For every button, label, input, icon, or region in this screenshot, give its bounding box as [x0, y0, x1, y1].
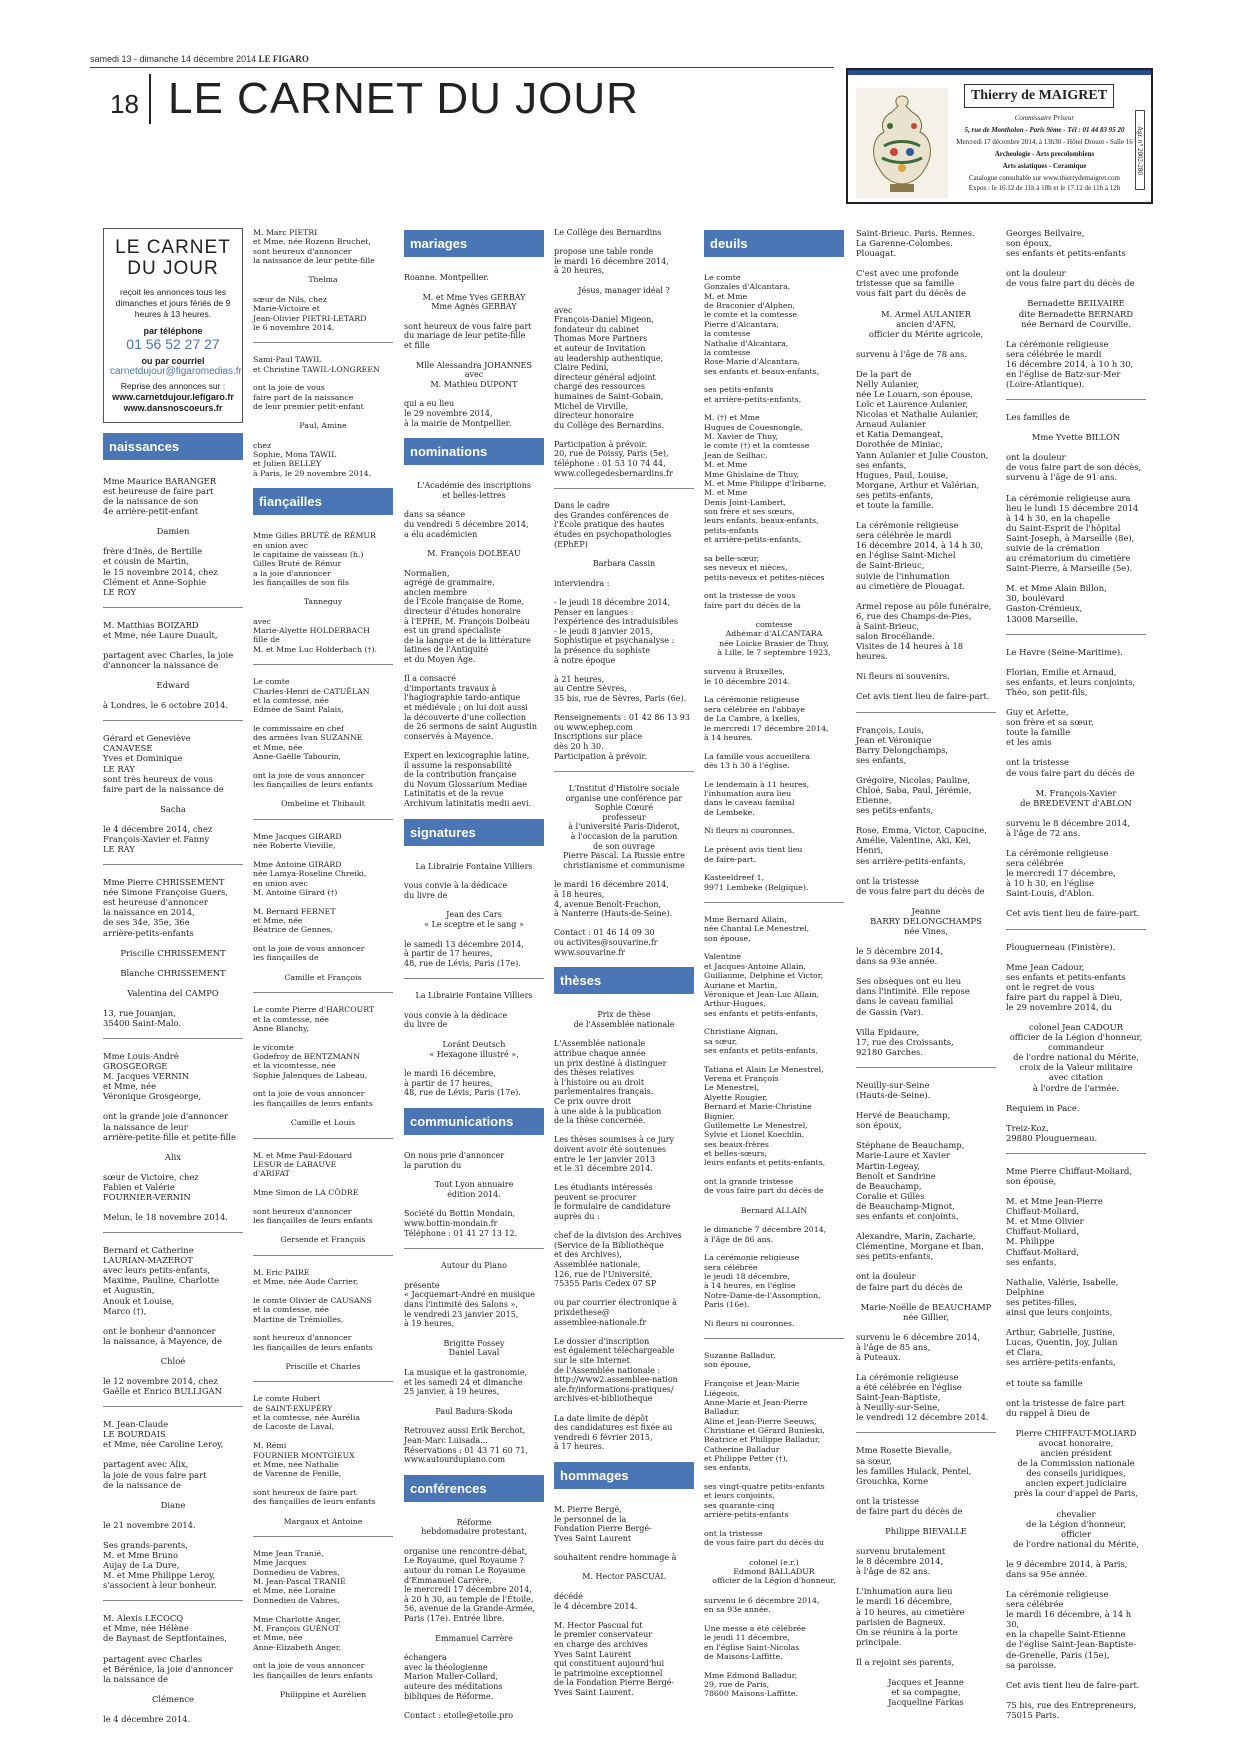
- notice-text: Mme Jean Tranié, Mme Jacques Donnedieu de Vabres, M. Jean-Pascal TRANIÉ et Mme, née Loraine Donnedieu de Vabres, Mme Charlotte Anger, M. François GUÉNOT et Mme, née Anne-Elizabeth Anger, ont la joie de vous annoncer les fiançailles de leurs enfants: [253, 1549, 373, 1680]
- notice-text: avec Marie-Alyette HOLDERBACH fille de M. et Mme Luc Holderbach (†).: [253, 616, 377, 654]
- notice-name: Clémence: [152, 1693, 194, 1704]
- notice-name: Chloé: [160, 1355, 186, 1366]
- notice-divider: [103, 1600, 243, 1601]
- notice-name: Barbara Cassin: [592, 559, 656, 569]
- notice-text: le 12 novembre 2014, chez Gaëlle et Enrico BULLIGAN: [103, 1376, 222, 1397]
- notice-divider: [554, 771, 694, 772]
- column-5: [704, 228, 844, 1709]
- promo-web-label: Reprise des annonces sur :: [120, 381, 226, 391]
- notice-name: Jésus, manager idéal ?: [578, 285, 670, 295]
- notice-text: vous convie à la dédicace du livre de: [404, 881, 508, 900]
- notice-divider: [253, 819, 393, 820]
- notice-text: Roanne. Montpellier.: [404, 273, 489, 282]
- ad-line-7: Expos : le 16.12 de 11h à 18h et le 17.12 de 11h à 12h: [968, 184, 1121, 192]
- notice-text: Mme Rosette Bievalle, sa sœur, les familles Hulack, Pentel, Grouchka, Korne ont la tristesse de faire part du décès de: [856, 1445, 972, 1516]
- notice-text: survenu le 8 décembre 2014, à l'âge de 72 ans. La cérémonie religieuse sera célébrée le mercredi 17 décembre, à 10 h 30, en l'église Saint-Louis, d'Ablon. Cet avis tient lieu de faire-part.: [1006, 817, 1140, 919]
- notice-name: Bernadette BEILVAIRE dite Bernadette BERNARD née Bernard de Courville.: [1018, 298, 1134, 329]
- notice-text: Suzanne Balladur, son épouse, Françoise et Jean-Marie Liégeois, Anne-Marie et Jean-Pierre Balladur, Aline et Jean-Pierre Seeuws, Christiane et Gérard Bunieski, Béatrice et Philippe Balladur, Catherine Balladur et Philippe Petter (†), ses enfants, ses vingt-quatre petits-enfants et leurs conjoints, ses quarante-cinq arrière-petits-enfants ont la tristesse de vous faire part du décès du: [704, 1351, 825, 1548]
- notice-name: Paul Badura-Skoda: [435, 1406, 513, 1416]
- notice-name: Pierre CHIFFAUT-MOLIARD avocat honoraire, ancien président de la Commission nationale des conseils juridiques, ancien expert judiciaire près la cour d'appel de Paris, chevalier de la Légion d'honneur, officier de l'ordre national du Mérite,: [1013, 1427, 1139, 1549]
- notice-name: comtesse Adhémar d'ALCANTARA née Loicke Brasier de Thuy, à Lille, le 7 septembre 1923,: [717, 619, 831, 658]
- notice-text: Neuilly-sur-Seine (Hauts-de-Seine). Hervé de Beauchamp, son époux, Stéphane de Beauchamp, Marie-Laure et Xavier Martin-Legeay, Benoît et Sandrine de Beauchamp, Coralie et Gilles de Beauchamp-Mignot, ses enfants et conjoints, Alexandre, Marin, Zacharie, Clémentine, Morgane et Iban, ses petits-enfants, ont la douleur de faire part du décès de: [856, 1079, 984, 1292]
- ad-line-5: Arts asiatiques - Ceramique: [1002, 162, 1087, 170]
- notice-text: Dans le cadre des Grandes conférences de l'École pratique des hautes études en psychopathologies (EPhEP): [554, 501, 672, 549]
- promo-email-link[interactable]: carnetdujour@figaromedias.fr: [110, 366, 242, 377]
- column-4: [554, 228, 694, 1708]
- notice-divider: [1006, 929, 1146, 930]
- vase-illustration: [854, 86, 950, 200]
- column-6: [856, 228, 996, 1717]
- notice-name: Autour du Piano: [441, 1261, 507, 1271]
- notice-name: Diane: [160, 1499, 186, 1510]
- notice-text: Le comte Gonzales d'Alcantara, M. et Mme de Braconier d'Alphen, le comte et la comtesse Pierre d'Alcantara, la comtesse Nathalie d'Alcantara, la comtesse Rose-Marie d'Alcantara, ses enfants et beaux-enfants, ses petits-enfants et arrière-petits-enfants, M. (†) et Mme Hugues de Couesnongle, M. Xavier de Thuy, le comte (†) et la comtesse Jean de Seilhac, M. et Mme Mme Ghislaine de Thuy, M. et Mme Philippe d'Iribarne, M. et Mme Denis Joint-Lambert, son frère et ses sœurs, leurs enfants, beaux-enfants, petits-enfants et arrière-petits-enfants, sa belle-sœur, ses neveux et nièces, petits-neveux et petites-nièces ont la tristesse de vous faire part du décès de la: [704, 273, 827, 610]
- notice-name: Camille et François: [284, 972, 362, 982]
- notice-divider: [103, 607, 243, 608]
- notice-name: Camille et Louis: [290, 1118, 356, 1128]
- notice-text: le 9 décembre 2014, à Paris, dans sa 95e année. La cérémonie religieuse sera célébrée le mardi 16 décembre, à 14 h 30, en la chapelle Saint-Etienne de l'église Saint-Jean-Baptiste- de-Grenelle, Paris (15e), sa paroisse. Cet avis tient lieu de faire-part. 75 bis, rue des Entrepreneurs, 75015 Paris.: [1006, 1558, 1140, 1720]
- notice-text: qui a eu lieu le 29 novembre 2014, à la mairie de Montpellier.: [404, 399, 512, 428]
- notice-text: Mme Bernard Allain, née Chantal Le Menestrel, son épouse, Valentine et Jacques-Antoine Allain, Guillaume, Delphine et Victor, Auriane et Martin, Véronique et Jean-Luc Allain, Arthur-Hugues, ses enfants et petits-enfants, Christiane Aignan, sa sœur, ses enfants et petits-enfants, Tatiana et Alain Le Menestrel, Verena et François Le Menestrel, Alyette Rougier, Bernard et Marie-Christine Bignier, Guillemette Le Menestrel, Sylvie et Lionel Koechlin, ses beaux-frères et belles-sœurs, leurs enfants et petits-enfants, ont la grande tristesse de vous faire part du décès de: [704, 915, 826, 1196]
- notice-text: Mme Maurice BARANGER est heureuse de faire part de la naissance de son 4e arrière-petit-enfant: [103, 476, 217, 517]
- notice-text: dans sa séance du vendredi 5 décembre 2014, a élu académicien: [404, 510, 529, 539]
- notice-divider: [253, 1255, 393, 1256]
- notice-text: M. Jean-Claude LE BOURDAIS et Mme, née Caroline Leroy, partagent avec Alix, la joie de vous faire part de la naissance de: [103, 1419, 224, 1490]
- notice-text: 13, rue Jouanjan, 35400 Saint-Malo.: [103, 1007, 182, 1028]
- notice-text: sœur de Nils, chez Marie-Victoire et Jean-Olivier PIETRI-LETARD le 6 novembre 2014.: [253, 294, 367, 332]
- title-divider: [149, 74, 151, 124]
- notice-name: Tout Lyon annuaire édition 2014.: [434, 1180, 514, 1199]
- notice-name: Marie-Noëlle de BEAUCHAMP née Gillier,: [860, 1301, 992, 1322]
- notice-text: Mme Gilles BRUTÉ de RÉMUR en union avec le capitaine de vaisseau (h.) Gilles Bruté de Rémur a la joie d'annoncer les fiançailles de son fils: [253, 531, 376, 587]
- notice-name: colonel (e.r.) Edmond BALLADUR officier de la Légion d'honneur,: [712, 1557, 836, 1586]
- notice-text: On nous prie d'annoncer la parution du: [404, 1151, 505, 1170]
- notice-divider: [856, 712, 996, 713]
- notice-name: Loránt Deutsch « Hexagone illustré »,: [429, 1040, 519, 1059]
- notice-divider: [253, 1138, 393, 1139]
- notice-name: Damien: [156, 526, 190, 537]
- notice-text: Le Havre (Seine-Maritime). Florian, Emilie et Arnaud, ses enfants, et leurs conjoints, Théo, son petit-fils, Guy et Arlette, son frère et sa sœur, toute la famille et les amis ont la tristesse de vous faire part du décès de: [1006, 646, 1136, 778]
- notice-name: Jeanne BARRY DELONGCHAMPS née Vines,: [870, 905, 982, 936]
- notice-name: Valentina del CAMPO: [127, 987, 219, 998]
- notice-divider: [103, 1038, 243, 1039]
- notice-text: le samedi 13 décembre 2014, à partir de 17 heures, 48, rue de Lévis, Paris (17e).: [404, 939, 524, 968]
- notice-text: Saint-Brieuc. Paris. Rennes. La Garenne-Colombes. Plouagat. C'est avec une profonde tristesse que sa famille vous fait part du décès de: [856, 228, 975, 299]
- notice-text: survenu à Bruxelles, le 10 décembre 2014. La cérémonie religieuse sera célébrée en l'abbaye de La Cambre, à Ixelles, le mercredi 17 décembre 2014, à 14 heures. La famille vous accueillera dès 13 h 30 à l'église. Le lendemain à 11 heures, l'inhumation aura lieu dans le caveau familial de Lembeke. Ni fleurs ni couronnes. Le présent avis tient lieu de faire-part. Kasteeldreef 1, 9971 Lembeke (Belgique).: [704, 667, 829, 892]
- notice-divider: [103, 720, 243, 721]
- notice-text: Société du Bottin Mondain, www.bottin-mondain.fr Téléphone : 01 41 27 13 12.: [404, 1209, 518, 1238]
- section-header: nominations: [404, 438, 544, 465]
- notice-name: Jean des Cars « Le sceptre et le sang »: [424, 910, 524, 929]
- section-header: naissances: [103, 433, 243, 460]
- header-date: samedi 13 - dimanche 14 décembre 2014 LE FIGARO: [90, 54, 309, 64]
- notice-text: survenu le 6 décembre 2014, à l'âge de 85 ans, à Puteaux. La cérémonie religieuse a été célébrée en l'église Saint-Jean-Baptiste, à Neuilly-sur-Seine, le vendredi 12 décembre 2014.: [856, 1331, 989, 1423]
- notice-name: Gersende et François: [280, 1235, 366, 1245]
- section-header: conférences: [404, 1475, 544, 1502]
- section-header: signatures: [404, 819, 544, 846]
- notice-name: Priscille CHRISSEMENT: [120, 947, 226, 958]
- notice-name: M. François-Xavier de BREDEVENT d'ABLON: [1020, 787, 1132, 808]
- notice-name: colonel Jean CADOUR officier de la Légion d'honneur, commandeur de l'ordre national du Mérite, croix de la Valeur militaire avec citation à l'ordre de l'armée.: [1009, 1022, 1143, 1093]
- notice-name: Priscille et Charles: [285, 1361, 361, 1371]
- notice-name: Philippe BIEVALLE: [885, 1525, 967, 1536]
- column-7: [1006, 228, 1146, 1730]
- promo-title: LE CARNET DU JOUR: [115, 237, 231, 279]
- notice-text: Le Collège des Bernardins propose une table ronde le mardi 16 décembre 2014, à 20 heures,: [554, 228, 669, 276]
- notice-text: décédé le 4 décembre 2014. M. Hector Pascual fut le premier conservateur en charge des archives Yves Saint Laurent qui constituent aujourd'hui le patrimoine exceptionnel de la Fondation Pierre Bergé- Yves Saint Laurent.: [554, 1592, 675, 1697]
- column-1: [103, 228, 243, 1734]
- auctioneer-name: Thierry de MAIGRET: [964, 84, 1114, 108]
- ad-line-4: Archeologie - Arts precolombiens: [994, 150, 1095, 158]
- notice-name: Margaux et Antoine: [283, 1516, 363, 1526]
- notice-name: Jacques et Jeanne et sa compagne, Jacqueline Farkas: [888, 1677, 964, 1708]
- section-header: mariages: [404, 230, 544, 257]
- ad-band: [848, 70, 1151, 75]
- notice-name: Mme Yvette BILLON: [1031, 432, 1121, 443]
- notice-text: La musique et la gastronomie, et les samedi 24 et dimanche 25 janvier, à 19 heures,: [404, 1367, 528, 1397]
- notice-text: avec François-Daniel Migeon, fondateur du cabinet Thomas More Partners et auteur de Invitation au leadership authentique, Claire Pedini, directeur général adjoint chargé des ressources humaines de Saint-Gobain, Michel de Virville, directeur honoraire du Collège des Bernardins. Participation à prévoir. 20, rue de Poissy, Paris (5e), téléphone : 01 53 10 74 44, www.collegedesbernardins.fr: [554, 305, 673, 478]
- notice-name: La Librairie Fontaine Villiers: [415, 991, 533, 1001]
- notice-text: le mardi 16 décembre, à partir de 17 heures, 48, rue de Lévis, Paris (17e).: [404, 1069, 521, 1098]
- notice-name: Sacha: [160, 803, 186, 814]
- notice-text: M. Marc PIETRI et Mme, née Rozenn Bruchet, sont heureux d'annoncer la naissance de leur petite-fille: [253, 228, 375, 266]
- notice-text: Bernard et Catherine LAURIAN-MAZEROT avec leurs petits-enfants, Maxime, Pauline, Charlotte et Augustin, Anouk et Louise, Marco (†), ont le bonheur d'annoncer la naissance, à Mayence, de: [103, 1245, 222, 1346]
- notice-text: sont heureux de vous faire part du mariage de leur petite-fille et fille: [404, 321, 532, 350]
- notice-text: ont la douleur de vous faire part de son décès, survenu à l'âge de 91 ans. La cérémonie religieuse aura lieu le lundi 15 décembre 2014 à 14 h 30, en la chapelle du Saint-Esprit de l'hôpital Saint-Joseph, à Marseille (8e), suivie de la crémation au crématorium du cimetière Saint-Pierre, à Marseille (5e). M. et Mme Alain Billon, 30, boulevard Gaston-Crémieux, 13008 Marseille.: [1006, 452, 1142, 624]
- notice-divider: [856, 1432, 996, 1433]
- notice-text: La cérémonie religieuse sera célébrée le mardi 16 décembre 2014, à 10 h 30, en l'église de Batz-sur-Mer (Loire-Atlantique).: [1006, 338, 1134, 390]
- notice-text: Retrouvez aussi Erik Berchot, Jean-Marc Luisada... Réservations : 01 43 71 60 71, www.autourdupiano.com: [404, 1426, 528, 1465]
- notice-name: M. Hector PASCUAL: [582, 1572, 666, 1582]
- notice-text: M. Pierre Bergé, le personnel de la Fondation Pierre Bergé- Yves Saint Laurent souhaitent rendre hommage à: [554, 1504, 677, 1562]
- notice-text: Mme Jacques GIRARD née Roberte Vieville, Mme Antoine GIRARD née Lamya-Roseline Chreiki, en union avec M. Antoine Girard (†) M. Bernard FERNET et Mme, née Béatrice de Gennes, ont la joie de vous annoncer les fiançailles de: [253, 831, 367, 963]
- section-header: hommages: [554, 1462, 694, 1489]
- notice-name: Mlle Alessandra JOHANNES avec M. Mathieu DUPONT: [416, 360, 532, 389]
- promo-mail-label: ou par courriel: [141, 356, 205, 366]
- notice-text: M. Matthias BOIZARD et Mme, née Laure Duault, partagent avec Charles, la joie d'annoncer la naissance de: [103, 619, 234, 671]
- section-header: fiançailles: [253, 488, 393, 515]
- notice-text: Le comte Charles-Henri de CATUËLAN et la comtesse, née Edmée de Saint Palais, le commissaire en chef des armées Ivan SUZANNE et Mme, née Anne-Gaëlle Tabourin, ont la joie de vous annoncer les fiançailles de leurs enfants: [253, 677, 373, 790]
- notice-text: M. Eric PAIRE et Mme, née Aude Carrier, le comte Olivier de CAUSANS et la comtesse, née Martine de Trémiolles, sont heureux d'annoncer les fiançailles de leurs enfants: [253, 1267, 373, 1352]
- notice-text: Sami-Paul TAWIL et Christine TAWIL-LONGREEN ont la joie de vous faire part de la naissance de leur premier petit-enfant: [253, 355, 380, 412]
- notice-text: M. Alexis LECOCQ et Mme, née Hélène de Baynast de Septfontaines, partagent avec Charles et Bérénice, la joie d'annoncer la naissance de: [103, 1613, 233, 1684]
- notice-divider: [856, 1067, 996, 1068]
- notice-name: L'Académie des inscriptions et belles-lettres: [417, 481, 531, 500]
- notice-text: Requiem in Pace. Treiz-Koz, 29880 Plouguerneau.: [1006, 1102, 1098, 1143]
- notice-text: survenu le 6 décembre 2014, en sa 93e année. Une messe a été célébrée le jeudi 11 décembre, en l'église Saint-Nicolas de Maisons-Laffitte. Mme Edmond Balladur, 29, rue de Paris, 78600 Maisons-Laffitte.: [704, 1595, 820, 1699]
- notice-name: Brigitte Fossey Daniel Laval: [443, 1338, 505, 1358]
- notice-text: organise une rencontre-débat, Le Royaume, quel Royaume ? autour du roman Le Royaume d'Emmanuel Carrère, le mercredi 17 décembre 2014, à 20 h 30, au temple de l'Étoile, 56, avenue de la Grande-Armée, Paris (17e). Entrée libre.: [404, 1546, 536, 1624]
- header-rule: [90, 67, 834, 68]
- column-2: [253, 228, 393, 1709]
- carnet-promo-box: [103, 228, 243, 423]
- notice-name: Edward: [156, 680, 190, 691]
- section-header: communications: [404, 1108, 544, 1135]
- notice-text: Normalien, agrégé de grammaire, ancien membre de l'École française de Rome, directeur d'études honoraire à l'EPHE, M. François Dolbeau est un grand spécialiste de la langue et de la littérature latines de l'Antiquité et du Moyen Âge. Il a consacré d'importants travaux à l'hagiographie tardo-antique et médiévale ; on lui doit aussi la découverte d'une collection de 26 sermons de saint Augustin conservés à Mayence. Expert en lexicographie latine, il assume la responsabilité de la contribution française du Novum Glossarium Mediae Latinitatis et de la revue Archivum latinitatis medii aevi.: [404, 568, 537, 808]
- notice-divider: [554, 488, 694, 489]
- notice-divider: [1006, 634, 1146, 635]
- notice-text: vous convie à la dédicace du livre de: [404, 1010, 508, 1030]
- promo-phone-label: par téléphone: [143, 326, 203, 336]
- notice-text: M. et Mme Paul-Edouard LESUR de LABAUVE d'ARIFAT Mme Simon de LA CÔDRE sont heureux d'annoncer les fiançailles de leurs enfants: [253, 1150, 373, 1226]
- ad-agreement: Agr. n° 2002-280: [1135, 110, 1145, 190]
- notice-text: le 5 décembre 2014, dans sa 93e année. Ses obsèques ont eu lieu dans l'intimité. Elle repose dans le caveau familial de Gassin (Var). Villa Epidaure, 17, rue des Croissants, 92180 Garches.: [856, 946, 970, 1057]
- promo-description: reçoit les annonces tous les dimanches et jours fériés de 9 heures à 13 heures.: [115, 287, 231, 319]
- notice-divider: [253, 342, 393, 343]
- notice-text: le dimanche 7 décembre 2014, à l'âge de 86 ans. La cérémonie religieuse sera célébrée le jeudi 18 décembre, à 14 heures, en l'église Notre-Dame-de-l'Assomption, Paris (16e). Ni fleurs ni couronnes.: [704, 1225, 827, 1328]
- notice-divider: [404, 978, 544, 979]
- notice-name: L'Institut d'Histoire sociale organise une conférence par Sophie Cœuré professeur à l'université Paris-Diderot, à l'occasion de la parution de son ouvrage Pierre Pascal. La Russie entre christianisme et communisme: [563, 784, 685, 870]
- notice-text: à Londres, le 6 octobre 2014.: [103, 700, 228, 711]
- notice-text: échangera avec la théologienne Marion Muller-Collard, auteure des méditations bibliques de Réforme. Contact : etoile@etoile.pro: [404, 1653, 514, 1720]
- notice-name: Ombeline et Thibault: [281, 799, 365, 809]
- notice-divider: [253, 1536, 393, 1537]
- notice-text: Mme Pierre CHRISSEMENT née Simone Françoise Guers, est heureuse d'annoncer la naissance en 2014, de ses 34e, 35e, 36e arrière-petits-enfants: [103, 877, 228, 938]
- notice-text: interviendra : - le jeudi 18 décembre 2014, Penser en langues : l'expérience des intraduisibles - le jeudi 8 janvier 2015, Sophistique et psychanalyse : la présence du sophiste à notre époque à 21 heures, au Centre Sèvres, 35 bis, rue de Sèvres, Paris (6e). Renseignements : 01 42 86 13 93 ou www.ephep.com Inscriptions sur place dès 20 h 30. Participation à prévoir.: [554, 578, 690, 761]
- notice-name: Emmanuel Carrère: [435, 1633, 513, 1643]
- notice-name: M. et Mme Yves GERBAY Mme Agnès GERBAY: [422, 292, 526, 312]
- ad-line-6[interactable]: Catalogue consultable sur www.thierrydemaigret.com: [969, 174, 1120, 182]
- notice-divider: [253, 664, 393, 665]
- ad-line-2: 5, rue de Montholon - Paris 9ème - Tél : 01 44 83 95 20: [964, 126, 1125, 134]
- notice-name: Prix de thèse de l'Assemblée nationale: [573, 1010, 675, 1029]
- notice-text: Le comte Hubert de SAINT-EXUPÉRY et la comtesse, née Aurélia de Lacoste de Laval, M. Rémi FOURNIER MONTGIEUX et Mme, née Nathalie de Varenne de Fenille, sont heureux de faire part des fiançailles de leurs enfants: [253, 1394, 376, 1507]
- notice-divider: [103, 1232, 243, 1233]
- notice-name: Blanche CHRISSEMENT: [120, 967, 226, 978]
- notice-text: sœur de Victoire, chez Fabien et Valérie FOURNIER-VERNIN Melun, le 18 novembre 2014.: [103, 1171, 228, 1223]
- notice-divider: [103, 1406, 243, 1407]
- promo-url-1[interactable]: www.carnetdujour.lefigaro.fr: [112, 392, 234, 402]
- promo-url-2[interactable]: www.dansnoscoeurs.fr: [123, 403, 223, 413]
- notice-name: Paul, Amine: [299, 421, 347, 431]
- notice-divider: [704, 902, 844, 903]
- notice-text: le mardi 16 décembre 2014, à 18 heures, 4, avenue Benoît-Frachon, à Nanterre (Hauts-de-Seine). Contact : 01 46 14 09 30 ou activites@souvarine.fr www.souvarine.fr: [554, 880, 673, 957]
- notice-divider: [1006, 1153, 1146, 1154]
- page-title: LE CARNET DU JOUR: [168, 74, 639, 123]
- notice-divider: [1006, 399, 1146, 400]
- notice-divider: [704, 1338, 844, 1339]
- ad-line-1: Commissaire Priseur: [1014, 114, 1075, 122]
- column-3: [404, 228, 544, 1730]
- notice-divider: [404, 1248, 544, 1249]
- section-header: deuils: [704, 230, 844, 257]
- notice-text: le 4 décembre 2014.: [103, 1713, 191, 1724]
- notice-text: Les familles de: [1006, 412, 1070, 423]
- notice-text: frère d'Inès, de Bertille et cousin de Martin, le 15 novembre 2014, chez Clément et Anne-Sophie LE ROY: [103, 546, 218, 597]
- notice-text: Plouguerneau (Finistère). Mme Jean Cadour, ses enfants et petits-enfants ont le regret de vous faire part du rappel à Dieu, le 29 novembre 2014, du: [1006, 941, 1126, 1012]
- page-number: 18: [110, 89, 139, 119]
- notice-name: M. Armel AULANIER ancien d'AFN, officier du Mérite agricole,: [868, 308, 984, 339]
- notice-text: François, Louis, Jean et Véronique Barry Delongchamps, ses enfants, Grégoire, Nicolas, Pauline, Chloé, Saba, Paul, Jérémie, Etienne, ses petits-enfants, Rose, Emma, Victor, Capucine, Amélie, Valentine, Aki, Kei, Henri, ses arrière-petits-enfants, ont la tristesse de vous faire part du décès de: [856, 724, 987, 896]
- notice-text: survenu à l'âge de 78 ans. De la part de Nelly Aulanier, née Le Louarn, son épouse, Loïc et Laurence Aulanier, Nicolas et Nathalie Aulanier, Arnaud Aulanier et Katia Demangeat, Dorothée de Miniac, Yann Aulanier et Julie Couston, ses enfants, Hugues, Paul, Louise, Morgane, Arthur et Valérian, ses petits-enfants, et toute la famille. La cérémonie religieuse sera célébrée le mardi 16 décembre 2014, à 14 h 30, en l'église Saint-Michel de Saint-Brieuc, suivie de l'inhumation au cimetière de Plouagat. Armel repose au pôle funéraire, 6, rue des Champs-de-Pies, à Saint-Brieuc, salon Brocéliande. Visites de 14 heures à 18 heures. Ni fleurs ni souvenirs. Cet avis tient lieu de faire-part.: [856, 348, 992, 702]
- notice-text: Mme Pierre Chiffaut-Moliard, son épouse, M. et Mme Jean-Pierre Chiffaut-Moliard, M. et Mme Olivier Chiffaut-Moliard, M. Philippe Chiffaut-Moliard, ses enfants, Nathalie, Valérie, Isabelle, Delphine ses petites-filles, ainsi que leurs conjoints, Arthur, Gabrielle, Justine, Lucas, Quentin, Joy, Julian et Clara, ses arrière-petits-enfants, et toute sa famille ont la tristesse de faire part du rappel à Dieu de: [1006, 1165, 1133, 1418]
- notice-name: La Librairie Fontaine Villiers: [415, 861, 533, 871]
- notice-divider: [103, 864, 243, 865]
- notice-text: présente « Jacquemart-André en musique dans l'intimité des Salons », le vendredi 23 janvier 2015, à 19 heures,: [404, 1280, 535, 1329]
- section-header: thèses: [554, 967, 694, 994]
- notice-text: Gérard et Geneviève CANAVESE Yves et Dominique LE RAY sont très heureux de vous faire part de la naissance de: [103, 733, 224, 794]
- notice-name: Réforme hebdomadaire protestant,: [421, 1517, 527, 1537]
- notice-divider: [253, 992, 393, 993]
- promo-phone-number[interactable]: 01 56 52 27 27: [126, 336, 220, 352]
- notice-name: M. François DOLBEAU: [427, 549, 521, 559]
- notice-text: Mme Louis-André GROSGEORGE M. Jacques VERNIN et Mme, née Véronique Grosgeorge, ont la grande joie d'annoncer la naissance de leur arrière-petite-fille et petite-fille: [103, 1050, 236, 1142]
- notice-text: Georges Beilvaire, son époux, ses enfants et petits-enfants ont la douleur de vous faire part du décès de: [1006, 228, 1135, 289]
- notice-divider: [253, 1381, 393, 1382]
- auction-advertisement[interactable]: [846, 68, 1153, 204]
- notice-name: Tanneguy: [303, 597, 343, 607]
- notice-text: le 21 novembre 2014. Ses grands-parents, M. et Mme Bruno Aujay de La Dure, M. et Mme Philippe Leroy, s'associent à leur bonheur.: [103, 1519, 217, 1591]
- notice-name: Bernard ALLAIN: [740, 1205, 808, 1215]
- ad-line-3: Mercredi 17 décembre 2014, à 13h30 - Hôtel Drouot - Salle 16: [956, 138, 1133, 146]
- notice-text: L'Assemblée nationale attribue chaque année un prix destiné à distinguer des thèses relatives à l'histoire ou au droit parlementaires français. Ce prix ouvre droit à une aide à la publication de la thèse concernée. Les thèses soumises à ce jury doivent avoir été soutenues entre le 1er janvier 2013 et le 31 décembre 2014. Les étudiants intéressés peuvent se procurer le formulaire de candidature auprès du : chef de la division des Archives (Service de la Bibliothèque et des Archives), Assemblée nationale, 126, rue de l'Université, 75355 Paris Cedex 07 SP ou par courrier électronique à prixdethese@ assemblee-nationale.fr Le dossier d'inscription est également téléchargeable sur le site Internet de l'Assemblée nationale : http://www2.assemblee-nation ale.fr/informations-pratiques/ archives-et-bibliotheque La date limite de dépôt des candidatures est fixée au vendredi 6 février 2015, à 17 heures.: [554, 1039, 682, 1452]
- notice-text: Le comte Pierre d'HARCOURT et la comtesse, née Anne Blanchy, le vicomte Godefroy de BENTZMANN et la vicomtesse, née Sophie Jalenques de Labeau, ont la joie de vous annoncer les fiançailles de leurs enfants: [253, 1005, 375, 1108]
- notice-text: le 4 décembre 2014, chez François-Xavier et Fanny LE RAY: [103, 823, 213, 855]
- notice-name: Thelma: [308, 275, 338, 285]
- notice-text: chez Sophie, Mona TAWIL et Julien BELLEY à Paris, le 29 novembre 2014.: [253, 440, 372, 478]
- notice-text: survenu brutalement le 8 décembre 2014, à l'âge de 82 ans. L'inhumation aura lieu le mardi 16 décembre, à 10 heures, au cimetière parisien de Bagneux. On se réunira à la porte principale. Il a rejoint ses parents,: [856, 1546, 965, 1667]
- notice-name: Alix: [164, 1151, 182, 1162]
- notice-name: Philippine et Aurélien: [279, 1690, 367, 1700]
